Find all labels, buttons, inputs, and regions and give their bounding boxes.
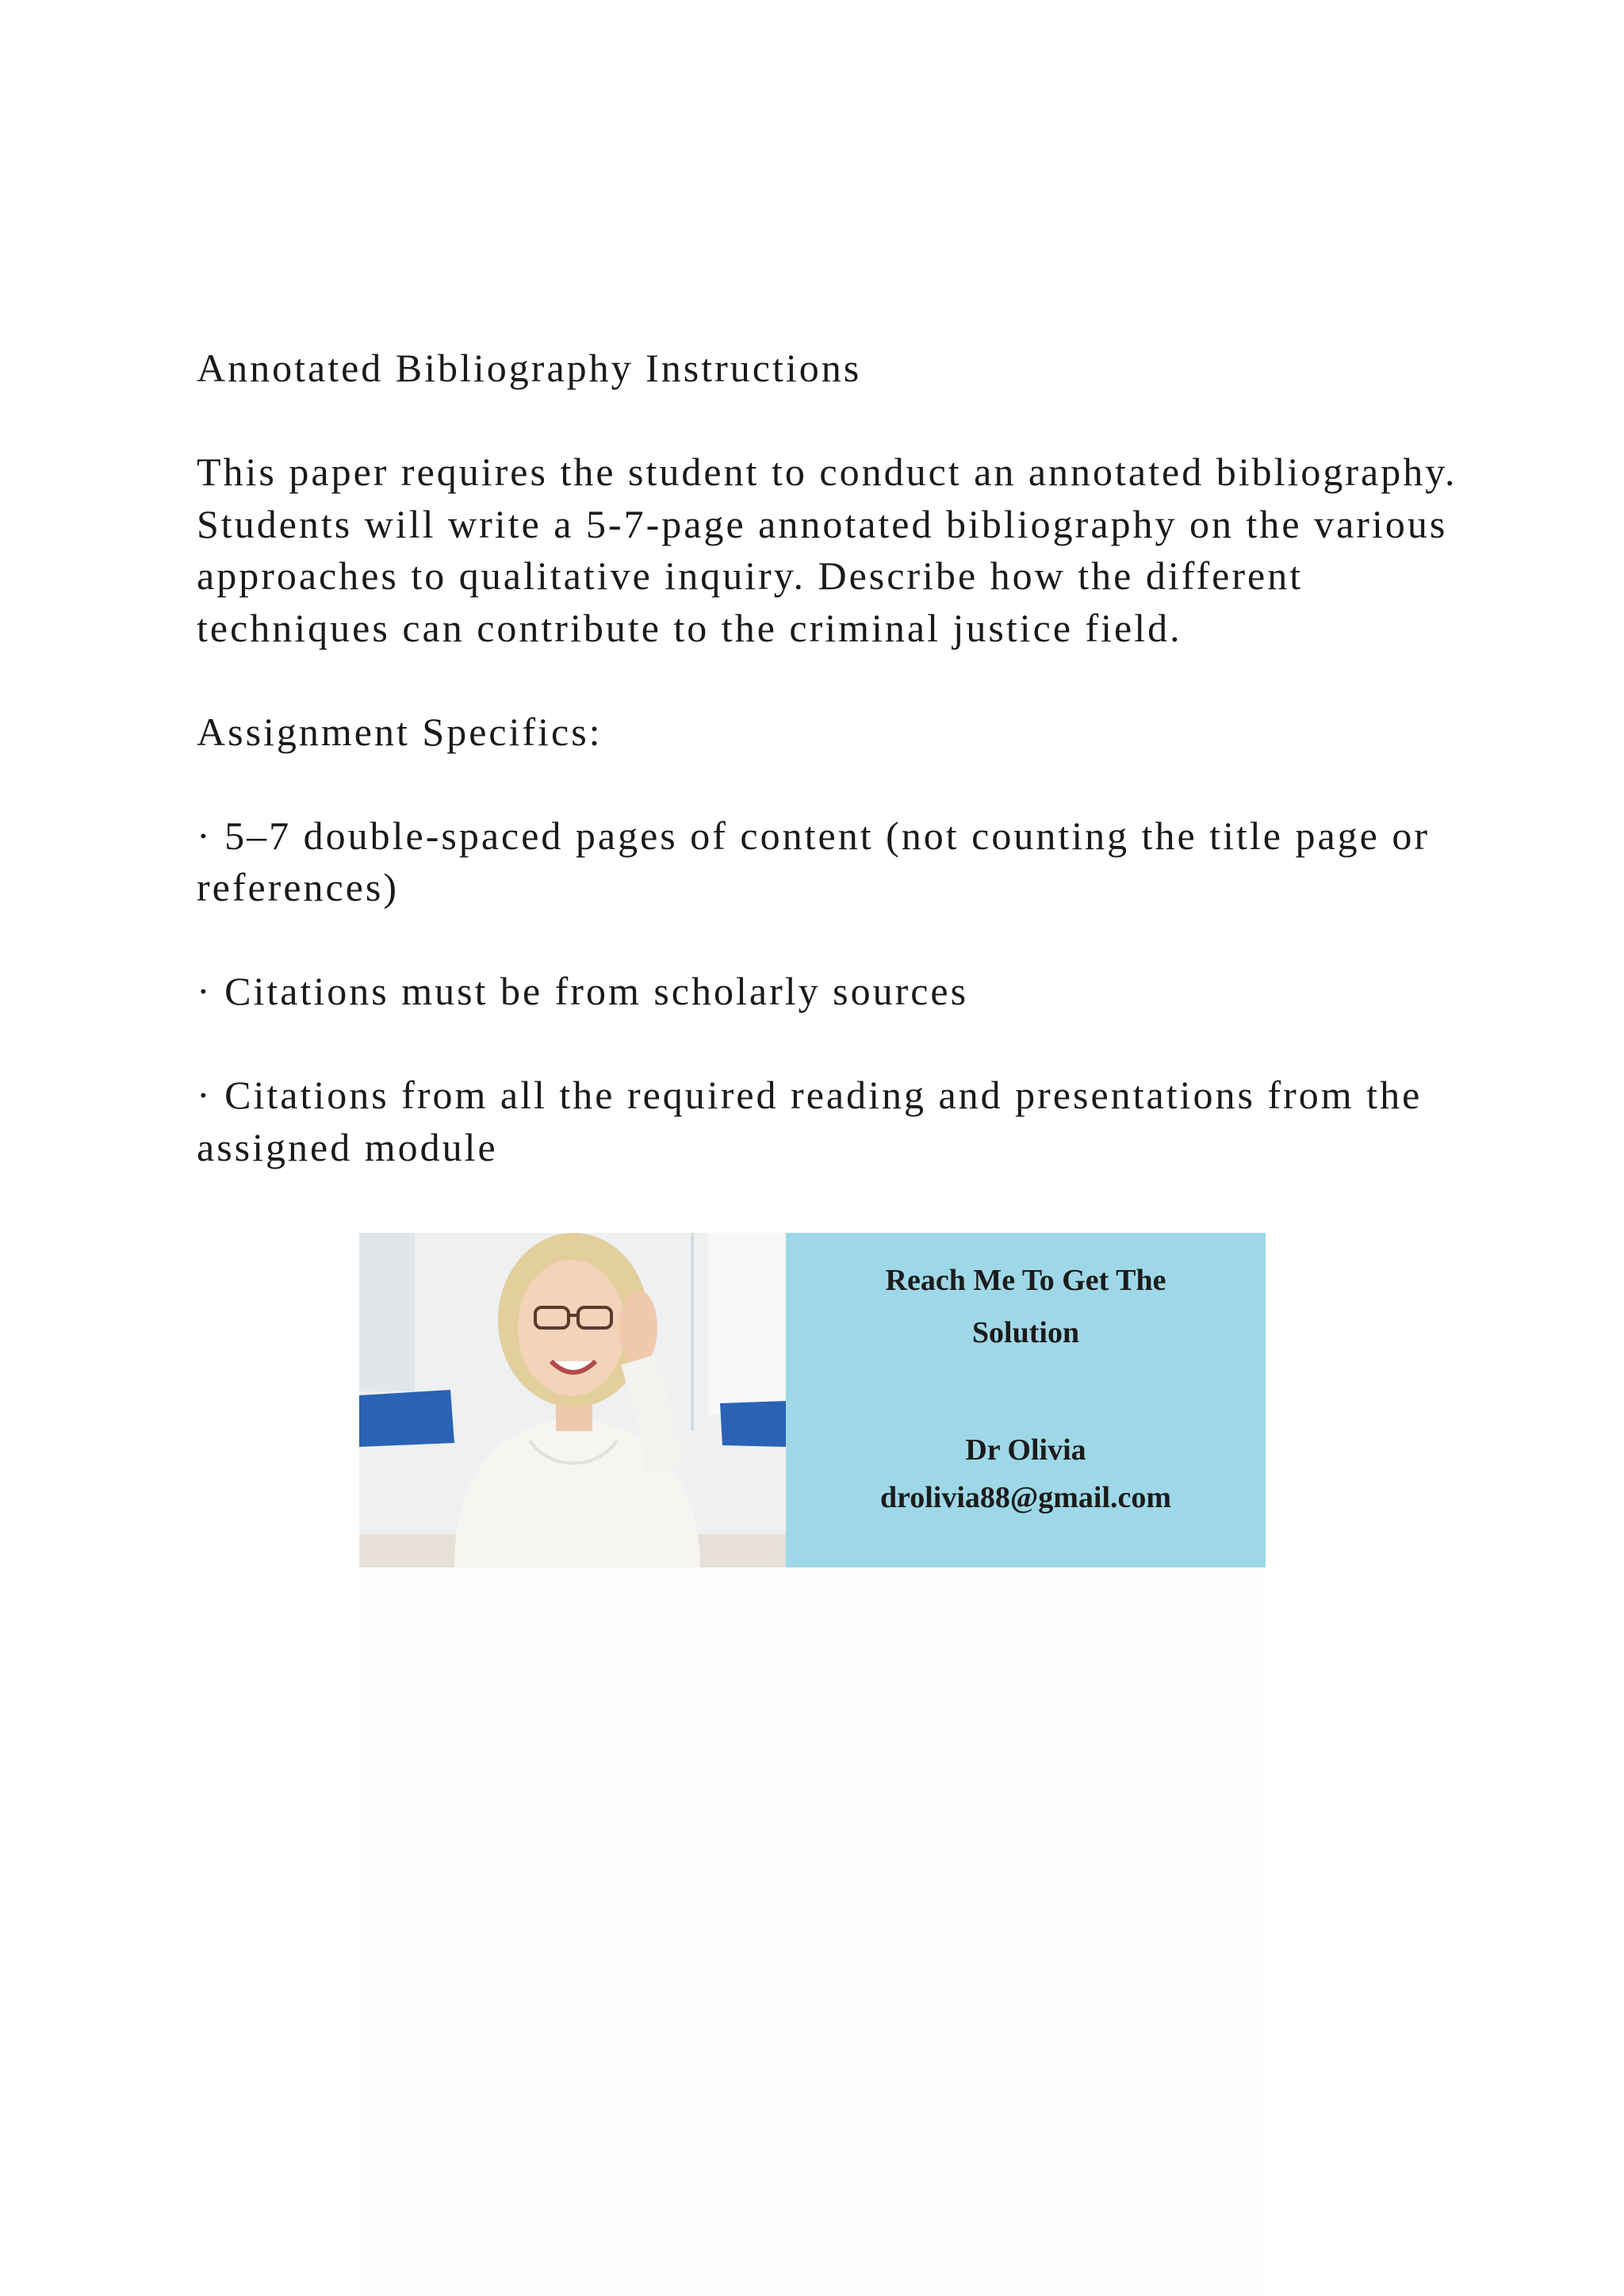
woman-photo xyxy=(359,1233,786,1567)
document-title: Annotated Bibliography Instructions xyxy=(197,346,862,390)
specifics-heading: Assignment Specifics: xyxy=(197,709,603,754)
contact-name: Dr Olivia xyxy=(965,1433,1086,1467)
person-illustration-icon xyxy=(359,1233,786,1567)
bullet-item: · Citations must be from scholarly sources xyxy=(197,969,969,1013)
bullet-item: · Citations from all the required reading and presentations from the assigned module xyxy=(197,1073,1423,1169)
contact-email[interactable]: drolivia88@gmail.com xyxy=(879,1481,1172,1514)
document-body xyxy=(197,342,1465,1173)
banner-headline: Reach Me To Get The xyxy=(885,1264,1166,1297)
bullet-item: · 5–7 double-spaced pages of content (not counting the title page or references) xyxy=(197,813,1430,909)
blank-area xyxy=(359,1567,1266,2296)
banner-headline-2: Solution xyxy=(971,1316,1080,1349)
intro-paragraph: This paper requires the student to conduct an annotated bibliography. Students will write a 5-7-page annotated bibliography on the various approaches to qualitative inquiry. Describe how the different techniques can contribute to the criminal justice field. xyxy=(197,450,1457,650)
contact-panel xyxy=(786,1233,1266,1567)
contact-banner xyxy=(359,1233,1266,1567)
